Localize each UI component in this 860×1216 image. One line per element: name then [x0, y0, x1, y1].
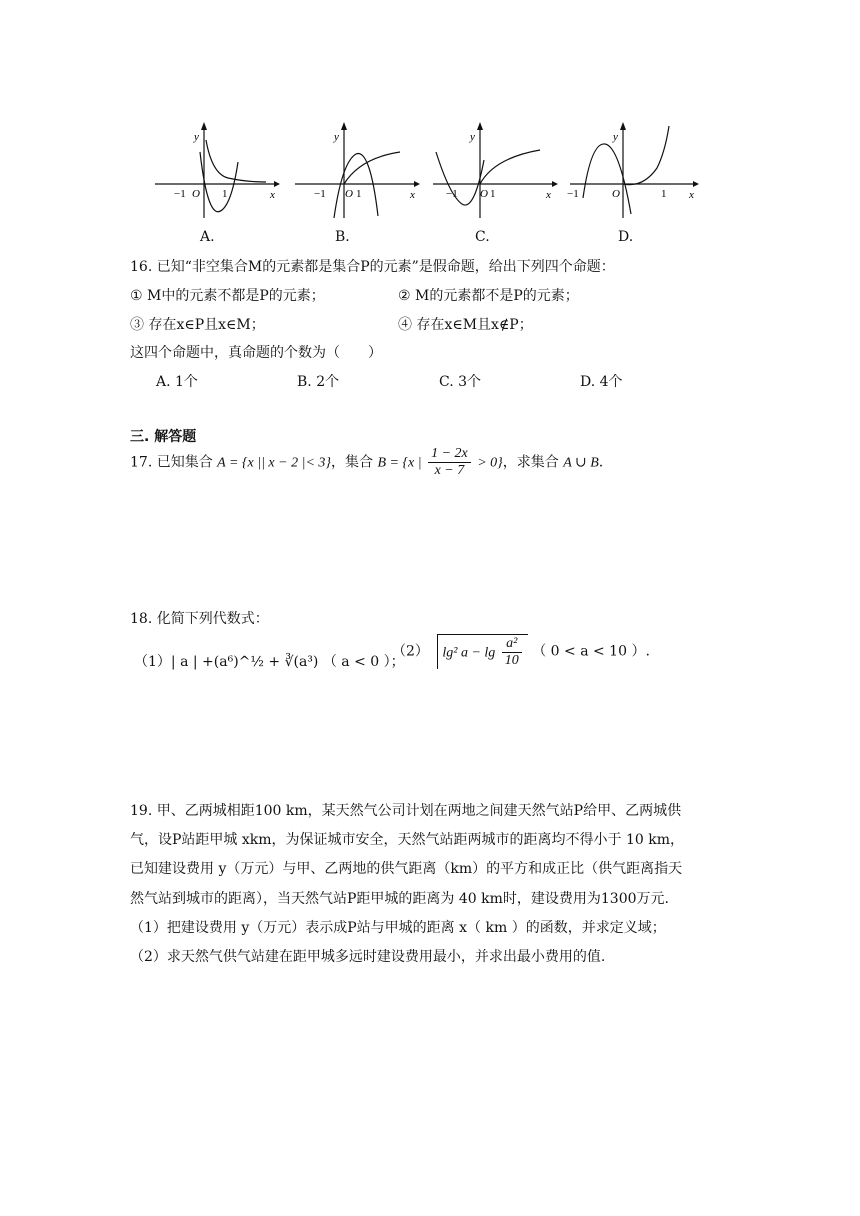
y-axis-label: y [194, 131, 199, 143]
q17-set-b-pre: B = {x | [377, 455, 422, 471]
graph-option-c [428, 122, 558, 222]
x-axis-label: x [270, 189, 275, 201]
q16-stem: 16. 已知“非空集合M的元素都是集合P的元素”是假命题，给出下列四个命题： [130, 259, 615, 275]
x-axis-label: x [546, 189, 551, 201]
y-axis-label: y [334, 131, 339, 143]
q18-radical [437, 634, 527, 669]
section-title: 三. 解答题 [130, 429, 197, 445]
q17-line [130, 446, 603, 479]
q16-proposition-1: ① M中的元素不都是P的元素； [130, 288, 325, 304]
tick-1: 1 [356, 188, 362, 200]
q16-proposition-3: ③ 存在x∈P且x∈M； [130, 317, 265, 333]
graph-label-d: D. [618, 229, 634, 245]
y-axis-label: y [613, 131, 618, 143]
y-axis-label: y [470, 131, 475, 143]
x-axis-label: x [689, 189, 694, 201]
q18-part2-cond: （ 0 < a < 10 ）. [532, 643, 650, 660]
q16-option-a: A. 1个 [156, 374, 198, 390]
q17-frac-den: x − 7 [434, 463, 465, 479]
q16-proposition-4: ④ 存在x∈M且x∉P； [398, 317, 533, 333]
q18-part2-fraction [502, 636, 522, 669]
origin-label: O [480, 188, 488, 200]
tick-neg1: −1 [314, 188, 326, 200]
graph-label-a: A. [200, 229, 215, 245]
q19-line-5: （1）把建设费用 y（万元）表示成P站与甲城的距离 x（ km ）的函数，并求定义域； [130, 920, 666, 936]
q16-option-c: C. 3个 [439, 374, 482, 390]
tick-neg1: −1 [567, 188, 579, 200]
graph-option-a [150, 122, 280, 222]
q17-set-b-post: > 0} [477, 455, 503, 471]
q18-part2-label: （2） [392, 643, 429, 660]
q19-line-4: 然气站到城市的距离），当天然气站P距甲城的距离为 40 km时，建设费用为1300万元. [130, 891, 669, 907]
q17-fraction [428, 446, 471, 479]
tick-1: 1 [490, 188, 496, 200]
q16-proposition-2: ② M的元素都不是P的元素； [398, 288, 579, 304]
q16-question: 这四个命题中，真命题的个数为（ ） [130, 345, 382, 361]
q19-line-6: （2）求天然气供气站建在距甲城多远时建设费用最小，并求出最小费用的值. [130, 949, 606, 965]
q19-line-2: 气，设P站距甲城 xkm，为保证城市安全，天然气站距两城市的距离均不得小于 10 km， [130, 832, 684, 848]
origin-label: O [612, 188, 620, 200]
q18-part2-expr: lg² a − lg [442, 645, 496, 661]
q18-part2 [392, 634, 650, 669]
q16-option-b: B. 2个 [297, 374, 340, 390]
graph-option-b [290, 122, 420, 222]
graph-label-b: B. [335, 229, 350, 245]
q17-suffix: ，求集合 [502, 454, 559, 471]
tick-neg1: −1 [446, 188, 458, 200]
q17-frac-num: 1 − 2x [428, 446, 471, 463]
tick-1: 1 [661, 188, 667, 200]
origin-label: O [192, 188, 200, 200]
tick-1: 1 [222, 188, 228, 200]
q18-part2-frac-num: a² [502, 636, 522, 653]
tick-neg1: −1 [174, 188, 186, 200]
q17-end: . [598, 454, 604, 471]
x-axis-label: x [410, 189, 415, 201]
graph-label-c: C. [475, 229, 490, 245]
q17-target: A ∪ B [563, 455, 599, 471]
q18-part2-frac-den: 10 [504, 653, 519, 669]
q17-set-a: A = {x || x − 2 |< 3} [217, 455, 331, 471]
q18-part1: （1）| a | +(a⁶)^½ + ∛(a³) （ a < 0 ）； [134, 654, 405, 670]
origin-label: O [345, 188, 353, 200]
q17-prefix: 17. 已知集合 [130, 454, 213, 471]
q17-mid: ，集合 [330, 454, 373, 471]
q18-stem: 18. 化简下列代数式： [130, 611, 269, 627]
graph-option-d [565, 122, 700, 222]
q19-line-1: 19. 甲、乙两城相距100 km，某天然气公司计划在两地之间建天然气站P给甲、乙两城供 [130, 803, 682, 819]
q16-option-d: D. 4个 [580, 374, 623, 390]
q19-line-3: 已知建设费用 y（万元）与甲、乙两地的供气距离（km）的平方和成正比（供气距离指天 [130, 861, 683, 877]
